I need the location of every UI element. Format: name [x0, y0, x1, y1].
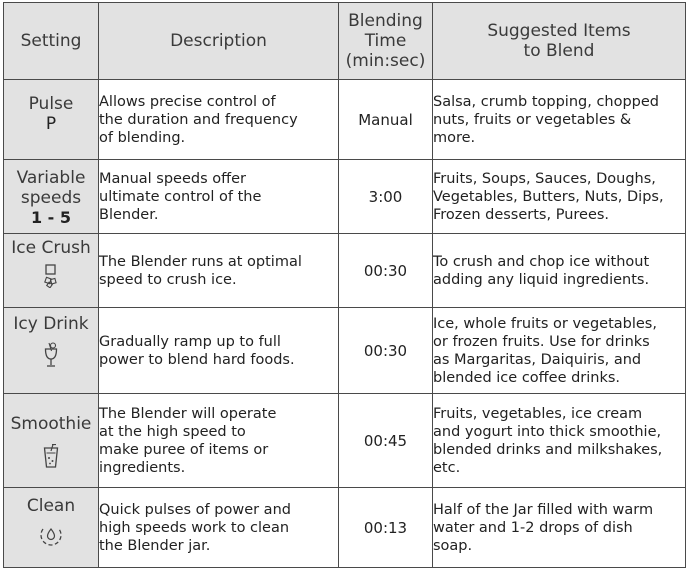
blender-settings-table [3, 2, 686, 568]
items-cell [433, 234, 686, 308]
description-line: the Blender jar. [99, 537, 211, 554]
header-items-line2: to Blend [523, 41, 595, 61]
description-line: the duration and frequency [99, 111, 298, 128]
items-line: Half of the Jar filled with warm [433, 501, 654, 518]
setting-clean [4, 488, 99, 568]
setting-name-line1: Variable [16, 168, 86, 188]
ice-cubes-icon [44, 264, 58, 288]
items-line: Ice, whole fruits or vegetables, [433, 315, 657, 332]
setting-smoothie [4, 394, 99, 488]
setting-symbol: P [45, 114, 57, 134]
description-line: The Blender will operate [99, 405, 277, 422]
items-line: Frozen desserts, Purees. [433, 206, 610, 223]
table-row-pulse [4, 80, 686, 160]
header-setting: Setting [4, 3, 99, 80]
time-cell: 00:30 [339, 308, 433, 394]
header-time-line3: (min:sec) [345, 51, 426, 71]
time-cell: 00:45 [339, 394, 433, 488]
items-line: To crush and chop ice without [433, 253, 650, 270]
table-row-clean [4, 488, 686, 568]
table-row-variable-speeds [4, 160, 686, 234]
items-line: and yogurt into thick smoothie, [433, 423, 662, 440]
description-line: ultimate control of the [99, 188, 262, 205]
smoothie-glass-icon [43, 444, 59, 468]
setting-name: Icy Drink [13, 314, 89, 334]
header-time-line2: Time [364, 31, 407, 51]
setting-name: Smoothie [10, 414, 92, 434]
items-line: as Margaritas, Daiquiris, and [433, 351, 642, 368]
setting-icy-drink [4, 308, 99, 394]
items-line: Fruits, vegetables, ice cream [433, 405, 643, 422]
description-line: Blender. [99, 206, 159, 223]
description-cell [99, 488, 339, 568]
description-line: at the high speed to [99, 423, 246, 440]
description-line: speed to crush ice. [99, 271, 237, 288]
time-cell: 3:00 [339, 160, 433, 234]
description-line: The Blender runs at optimal [99, 253, 302, 270]
table-row-smoothie [4, 394, 686, 488]
items-cell [433, 160, 686, 234]
setting-name: Clean [26, 496, 76, 516]
header-time-line1: Blending [348, 11, 423, 31]
description-line: high speeds work to clean [99, 519, 290, 536]
setting-name-line2: speeds [20, 188, 82, 208]
clean-cycle-icon [38, 522, 64, 548]
description-line: Allows precise control of [99, 93, 276, 110]
items-line: Vegetables, Butters, Nuts, Dips, [433, 188, 664, 205]
items-line: more. [433, 129, 476, 146]
items-line: or frozen fruits. Use for drinks [433, 333, 650, 350]
items-cell [433, 488, 686, 568]
header-items-line1: Suggested Items [487, 21, 631, 41]
description-cell [99, 80, 339, 160]
description-line: of blending. [99, 129, 186, 146]
description-cell [99, 394, 339, 488]
description-cell [99, 308, 339, 394]
items-line: water and 1-2 drops of dish [433, 519, 633, 536]
cocktail-glass-icon [43, 342, 59, 368]
description-line: power to blend hard foods. [99, 351, 295, 368]
items-line: Fruits, Soups, Sauces, Doughs, [433, 170, 656, 187]
items-cell [433, 308, 686, 394]
description-cell [99, 234, 339, 308]
items-line: Salsa, crumb topping, chopped [433, 93, 660, 110]
setting-pulse [4, 80, 99, 160]
description-cell [99, 160, 339, 234]
header-suggested-items [433, 3, 686, 80]
items-line: soap. [433, 537, 473, 554]
description-line: Manual speeds offer [99, 170, 247, 187]
time-cell: 00:13 [339, 488, 433, 568]
description-line: Quick pulses of power and [99, 501, 291, 518]
time-cell: Manual [339, 80, 433, 160]
speed-range: 1 - 5 [30, 208, 72, 227]
setting-variable-speeds [4, 160, 99, 234]
items-line: nuts, fruits or vegetables & [433, 111, 632, 128]
items-line: blended ice coffee drinks. [433, 369, 621, 386]
items-line: adding any liquid ingredients. [433, 271, 650, 288]
time-cell: 00:30 [339, 234, 433, 308]
items-cell [433, 80, 686, 160]
items-line: blended drinks and milkshakes, [433, 441, 663, 458]
items-cell [433, 394, 686, 488]
description-line: make puree of items or [99, 441, 269, 458]
table-row-ice-crush [4, 234, 686, 308]
description-line: ingredients. [99, 459, 186, 476]
setting-ice-crush [4, 234, 99, 308]
description-line: Gradually ramp up to full [99, 333, 281, 350]
header-row [4, 3, 686, 80]
table-row-icy-drink [4, 308, 686, 394]
header-blending-time [339, 3, 433, 80]
items-line: etc. [433, 459, 461, 476]
setting-name: Ice Crush [11, 238, 91, 258]
header-description: Description [99, 3, 339, 80]
setting-name: Pulse [28, 94, 74, 114]
